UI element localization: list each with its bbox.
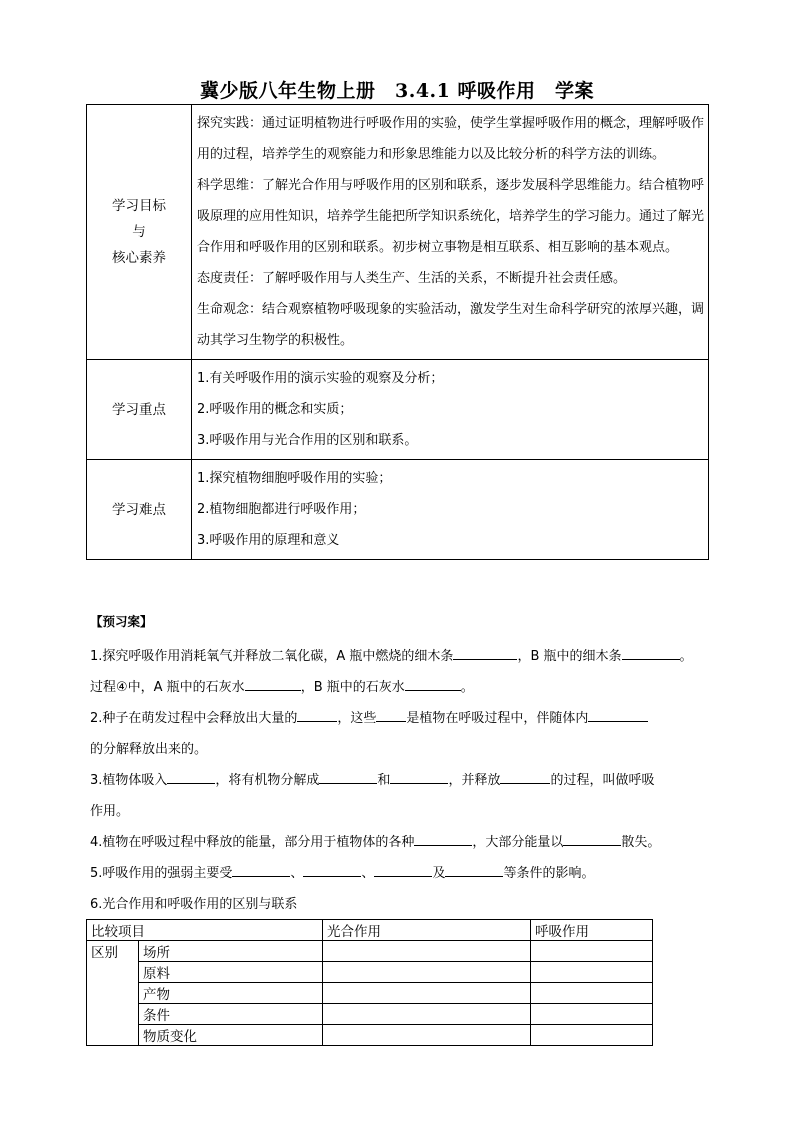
question-text: 。: [460, 680, 474, 695]
label-line: 核心素养: [112, 250, 166, 266]
question-text: 过程④中，A 瓶中的石灰水: [90, 680, 245, 695]
learning-goals-table: [86, 104, 709, 560]
goals-content: [192, 105, 709, 360]
question-text: 作用。: [90, 804, 130, 819]
answer-blank[interactable]: [453, 644, 517, 660]
row-label: 产物: [139, 983, 323, 1004]
answer-cell[interactable]: [530, 1004, 652, 1025]
question-text: 2.种子在萌发过程中会释放出大量的: [90, 711, 298, 726]
question-3: [90, 765, 710, 827]
question-text: ，B 瓶中的石灰水: [300, 680, 405, 695]
row-label: 条件: [139, 1004, 323, 1025]
row-label: 原料: [139, 962, 323, 983]
table-row: [87, 941, 653, 962]
answer-cell[interactable]: [322, 941, 530, 962]
answer-cell[interactable]: [322, 1004, 530, 1025]
answer-blank[interactable]: [232, 861, 290, 877]
list-item: 1.探究植物细胞呼吸作用的实验；: [197, 471, 392, 486]
table-header-row: [87, 920, 653, 941]
answer-cell[interactable]: [322, 1025, 530, 1046]
difficulties-content: [192, 460, 709, 560]
answer-blank[interactable]: [588, 706, 648, 722]
label-line: 学习目标: [112, 198, 166, 214]
comparison-table: [86, 919, 653, 1046]
table-row: [87, 1004, 653, 1025]
question-text: 。: [679, 649, 693, 664]
list-item: 2.呼吸作用的概念和实质；: [197, 402, 353, 417]
answer-blank[interactable]: [376, 706, 406, 722]
question-text: 4.植物在呼吸过程中释放的能量，部分用于植物体的各种: [90, 835, 415, 850]
answer-cell[interactable]: [530, 983, 652, 1004]
question-text: 3.植物体吸入: [90, 773, 168, 788]
answer-blank[interactable]: [563, 830, 621, 846]
header-cell: 比较项目: [87, 920, 323, 941]
row-label-difficulties: 学习难点: [87, 460, 192, 560]
group-cell: 区别: [87, 941, 139, 1046]
question-text: 是植物在呼吸过程中，伴随体内: [406, 711, 589, 726]
question-text: 散失。: [621, 835, 661, 850]
goal-paragraph: 生命观念：结合观察植物呼吸现象的实验活动，激发学生对生命科学研究的浓厚兴趣，调动其学习生物学的积极性。: [197, 302, 705, 348]
page-title: 冀少版八年生物上册 3.4.1 呼吸作用 学案: [199, 80, 594, 102]
list-item: 3.呼吸作用的原理和意义: [197, 533, 340, 548]
table-row: [87, 360, 709, 460]
question-text: 及: [432, 866, 446, 881]
answer-blank[interactable]: [303, 861, 361, 877]
question-text: ，这些: [337, 711, 377, 726]
question-text: 、: [361, 866, 375, 881]
answer-cell[interactable]: [530, 962, 652, 983]
table-row: [87, 105, 709, 360]
question-text: 5.呼吸作用的强弱主要受: [90, 866, 233, 881]
question-6: [90, 889, 710, 920]
answer-blank[interactable]: [390, 768, 448, 784]
row-label: 物质变化: [139, 1025, 323, 1046]
answer-cell[interactable]: [322, 962, 530, 983]
goal-paragraph: 探究实践：通过证明植物进行呼吸作用的实验，使学生掌握呼吸作用的概念，理解呼吸作用的过程，培养学生的观察能力和形象思维能力以及比较分析的科学方法的训练。: [197, 116, 705, 162]
question-text: 的过程，叫做呼吸: [550, 773, 655, 788]
list-item: 2.植物细胞都进行呼吸作用；: [197, 502, 366, 517]
question-text: 等条件的影响。: [503, 866, 595, 881]
question-text: ，将有机物分解成: [215, 773, 320, 788]
answer-blank[interactable]: [414, 830, 472, 846]
question-text: 的分解释放出来的。: [90, 742, 208, 757]
answer-blank[interactable]: [445, 861, 503, 877]
question-2: [90, 703, 710, 765]
question-1: [90, 641, 710, 703]
row-label: 场所: [139, 941, 323, 962]
list-item: 1.有关呼吸作用的演示实验的观察及分析；: [197, 371, 444, 386]
answer-blank[interactable]: [245, 675, 301, 691]
answer-blank[interactable]: [297, 706, 337, 722]
question-4: [90, 827, 710, 858]
key-points-content: [192, 360, 709, 460]
preview-heading: 【预习案】: [90, 614, 153, 629]
answer-cell[interactable]: [530, 941, 652, 962]
question-text: ，大部分能量以: [472, 835, 564, 850]
question-text: 1.探究呼吸作用消耗氧气并释放二氧化碳，A 瓶中燃烧的细木条: [90, 649, 454, 664]
answer-blank[interactable]: [622, 644, 680, 660]
answer-blank[interactable]: [405, 675, 461, 691]
goal-paragraph: 科学思维：了解光合作用与呼吸作用的区别和联系，逐步发展科学思维能力。结合植物呼吸原理的应用性知识，培养学生能把所学知识系统化，培养学生的学习能力。通过了解光合作用和呼吸作用的区别和联系。初步树立事物是相互联系、相互影响的基本观点。: [197, 178, 705, 255]
table-row: [87, 962, 653, 983]
answer-blank[interactable]: [374, 861, 432, 877]
answer-cell[interactable]: [530, 1025, 652, 1046]
question-text: ，B 瓶中的细木条: [517, 649, 622, 664]
header-cell: 光合作用: [322, 920, 530, 941]
answer-cell[interactable]: [322, 983, 530, 1004]
list-item: 3.呼吸作用与光合作用的区别和联系。: [197, 433, 418, 448]
question-text: 6.光合作用和呼吸作用的区别与联系: [90, 897, 298, 912]
question-5: [90, 858, 710, 889]
row-label-goals: [87, 105, 192, 360]
question-text: 、: [290, 866, 304, 881]
table-row: [87, 1025, 653, 1046]
table-row: [87, 983, 653, 1004]
question-text: 和: [377, 773, 391, 788]
table-row: [87, 460, 709, 560]
header-cell: 呼吸作用: [530, 920, 652, 941]
goal-paragraph: 态度责任：了解呼吸作用与人类生产、生活的关系，不断提升社会责任感。: [197, 271, 627, 286]
label-line: 与: [132, 224, 146, 240]
question-text: ，并释放: [448, 773, 501, 788]
row-label-key-points: 学习重点: [87, 360, 192, 460]
answer-blank[interactable]: [167, 768, 215, 784]
answer-blank[interactable]: [500, 768, 550, 784]
answer-blank[interactable]: [319, 768, 377, 784]
